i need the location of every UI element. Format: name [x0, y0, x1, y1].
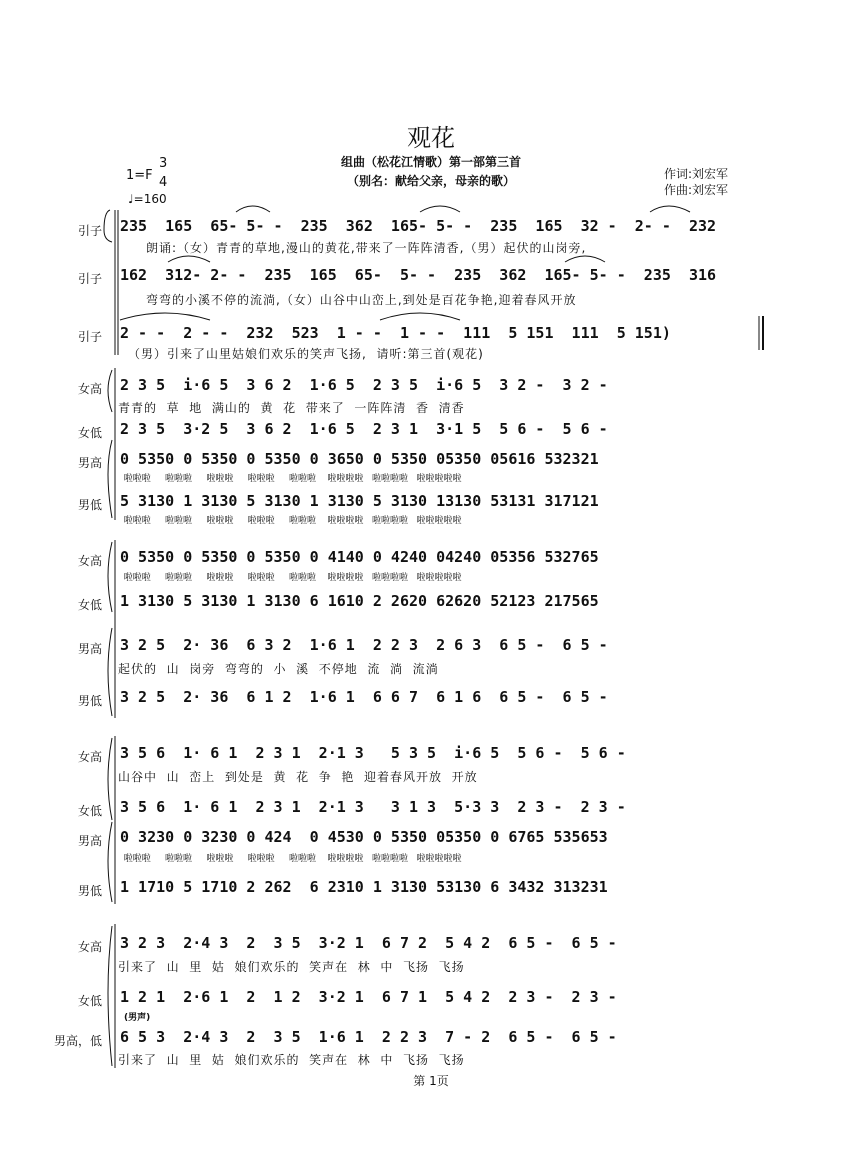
lyric-row: (男声) — [124, 1013, 151, 1023]
lyric-row: 啦啦啦 啦啦啦 啦啦啦 啦啦啦 啦啦啦 啦啦啦啦 啦啦啦啦 啦啦啦啦啦 — [118, 516, 462, 526]
row-label: 女高 — [77, 382, 102, 396]
row-label: 女低 — [77, 426, 102, 440]
lyric-row: 引来了 山 里 姑 娘们欢乐的 笑声在 林 中 飞扬 飞扬 — [118, 960, 465, 974]
notes-row: 0 5350 0 5350 0 5350 0 3650 0 5350 05350 05616 532321 — [120, 450, 599, 468]
notes-row: 5 3130 1 3130 5 3130 1 3130 5 3130 13130 53131 317121 — [120, 492, 599, 510]
time-top: 3 — [159, 156, 168, 171]
lyric-row: 啦啦啦 啦啦啦 啦啦啦 啦啦啦 啦啦啦 啦啦啦啦 啦啦啦啦 啦啦啦啦啦 — [118, 854, 462, 864]
key-signature: 1=F — [126, 168, 153, 183]
lyric-row: （男）引来了山里姑娘们欢乐的笑声飞扬, 请听:第三首(观花) — [128, 347, 484, 361]
notes-row: 1 2 1 2·6 1 2 1 2 3·2 1 6 7 1 5 4 2 2 3 - 2 3 - — [120, 988, 617, 1006]
page-number: 第 1页 — [413, 1074, 449, 1088]
lyric-row: 啦啦啦 啦啦啦 啦啦啦 啦啦啦 啦啦啦 啦啦啦啦 啦啦啦啦 啦啦啦啦啦 — [118, 474, 462, 484]
lyric-row: 山谷中 山 峦上 到处是 黄 花 争 艳 迎着春风开放 开放 — [118, 770, 478, 784]
row-label: 女低 — [77, 804, 102, 818]
notes-row: 3 2 5 2· 36 6 3 2 1·6 1 2 2 3 2 6 3 6 5 - 6 5 - — [120, 636, 608, 654]
row-label: 女低 — [77, 598, 102, 612]
row-label: 男高 — [77, 642, 102, 656]
notes-row: 1 1710 5 1710 2 262 6 2310 1 3130 53130 6 3432 313231 — [120, 878, 608, 896]
notes-row: 1 3130 5 3130 1 3130 6 1610 2 2620 62620 52123 217565 — [120, 592, 599, 610]
notes-row: 162 312- 2- - 235 165 65- 5- - 235 362 165- 5- - 235 316 — [120, 266, 717, 284]
notes-row: 2 3 5 i·6 5 3 6 2 1·6 5 2 3 5 i·6 5 3 2 - 3 2 - — [120, 376, 608, 394]
notes-row: 3 5 6 1· 6 1 2 3 1 2·1 3 3 1 3 5·3 3 2 3 - 2 3 - — [120, 798, 626, 816]
row-label: 男低 — [77, 498, 102, 512]
lyric-row: 朗诵:（女）青青的草地,漫山的黄花,带来了一阵阵清香,（男）起伏的山岗旁, — [146, 241, 587, 255]
row-label: 男低 — [77, 884, 102, 898]
row-label: 女高 — [77, 750, 102, 764]
row-label: 男高，低 — [53, 1034, 102, 1048]
notes-row: 3 2 3 2·4 3 2 3 5 3·2 1 6 7 2 5 4 2 6 5 - 6 5 - — [120, 934, 617, 952]
row-label: 男高 — [77, 834, 102, 848]
row-label: 引子 — [77, 272, 102, 286]
subtitle-1: 组曲（松花江情歌）第一部第三首 — [340, 155, 521, 169]
notes-row: 3 5 6 1· 6 1 2 3 1 2·1 3 5 3 5 i·6 5 5 6 - 5 6 - — [120, 744, 626, 762]
lyric-row: 起伏的 山 岗旁 弯弯的 小 溪 不停地 流 淌 流淌 — [118, 662, 439, 676]
lyric-row: 引来了 山 里 姑 娘们欢乐的 笑声在 林 中 飞扬 飞扬 — [118, 1053, 465, 1067]
row-label: 女高 — [77, 940, 102, 954]
notes-row: 0 5350 0 5350 0 5350 0 4140 0 4240 04240 05356 532765 — [120, 548, 599, 566]
row-label: 引子 — [77, 330, 102, 344]
lyric-row: 青青的 草 地 满山的 黄 花 带来了 一阵阵清 香 清香 — [118, 401, 465, 415]
notes-row: 2 3 5 3·2 5 3 6 2 1·6 5 2 3 1 3·1 5 5 6 - 5 6 - — [120, 420, 608, 438]
notes-row: 2 - - 2 - - 232 523 1 - - 1 - - 111 5 151 111 5 151) — [120, 324, 671, 342]
brace — [104, 210, 112, 242]
notes-row: 3 2 5 2· 36 6 1 2 1·6 1 6 6 7 6 1 6 6 5 - 6 5 - — [120, 688, 608, 706]
row-label: 男低 — [77, 694, 102, 708]
lyricist: 作词:刘宏军 — [664, 167, 729, 181]
notes-row: 0 3230 0 3230 0 424 0 4530 0 5350 05350 0 6765 535653 — [120, 828, 608, 846]
tempo: ♩=160 — [128, 192, 167, 206]
time-bottom: 4 — [159, 175, 168, 190]
notes-row: 6 5 3 2·4 3 2 3 5 1·6 1 2 2 3 7 - 2 6 5 - 6 5 - — [120, 1028, 617, 1046]
subtitle-2: （别名：献给父亲，母亲的歌） — [346, 174, 515, 188]
row-label: 男高 — [77, 456, 102, 470]
row-label: 引子 — [77, 224, 102, 238]
notes-row: 235 165 65- 5- - 235 362 165- 5- - 235 165 32 - 2- - 232 — [120, 217, 717, 235]
row-label: 女低 — [77, 994, 102, 1008]
lyric-row: 弯弯的小溪不停的流淌,（女）山谷中山峦上,到处是百花争艳,迎着春风开放 — [146, 293, 577, 307]
page-title: 观花 — [407, 124, 455, 152]
composer: 作曲:刘宏军 — [664, 183, 729, 197]
row-label: 女高 — [77, 554, 102, 568]
lyric-row: 啦啦啦 啦啦啦 啦啦啦 啦啦啦 啦啦啦 啦啦啦啦 啦啦啦啦 啦啦啦啦啦 — [118, 573, 462, 583]
